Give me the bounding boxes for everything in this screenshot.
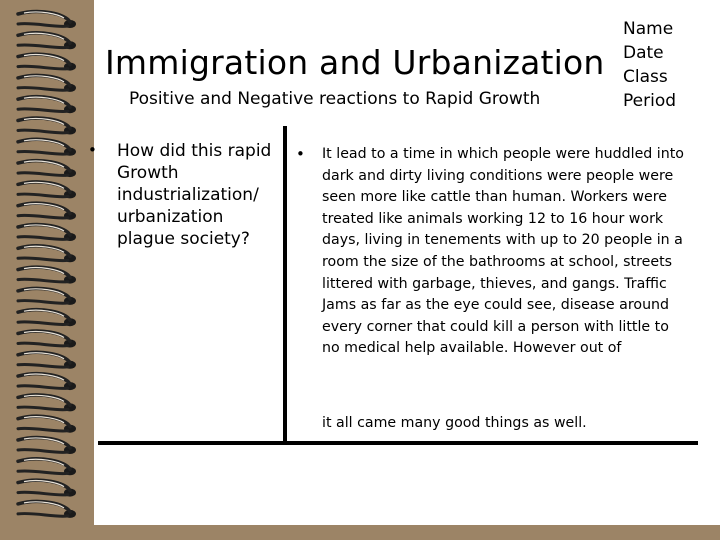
date-label: Date [623,43,664,63]
name-label: Name [623,19,674,39]
answer-text: It lead to a time in which people were huddled into dark and dirty living conditions were people were seen more like cattle than human. Workers were treated like animals working 12 to 16 hour work days, living in tenements with up to 20 people in a room the size of the bathrooms at school, streets littered with garbage, thieves, and gangs. Traffic Jams as far as the eye could see, disease around every corner that could kill a person with little to no medical help available. However out of [322,146,684,357]
t-chart-horizontal-line [98,441,698,445]
answer-closing-line: it all came many good things as well. [322,415,587,431]
period-label: Period [623,91,677,111]
right-bullet: • [296,145,305,163]
left-bullet: • [88,141,97,159]
class-label: Class [623,67,668,87]
spiral-binding [0,0,94,540]
page-title: Immigration and Urbanization [105,43,605,82]
page-subtitle: Positive and Negative reactions to Rapid Growth [129,89,541,109]
question-text: How did this rapid Growth industrialization/ urbanization plague society? [117,141,272,249]
student-info [623,17,676,113]
